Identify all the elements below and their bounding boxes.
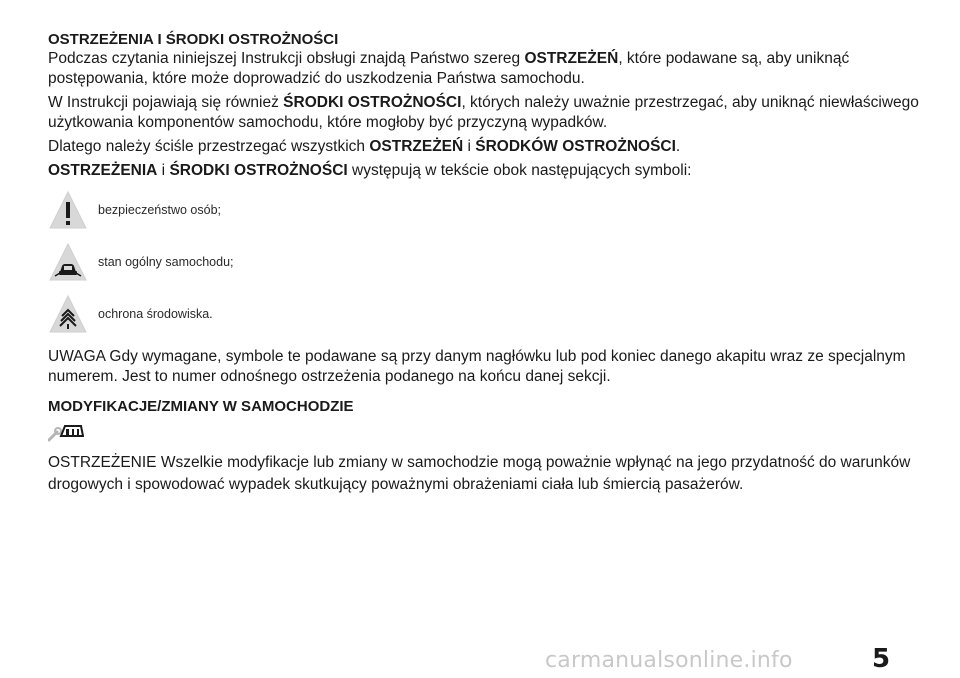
car-icon [48,242,88,282]
symbol-row-vehicle [48,237,928,287]
paragraph-symbols: OSTRZEŻENIA i ŚRODKI OSTROŻNOŚCI występują w tekście obok następujących symboli: [48,162,692,179]
symbol-row-environment [48,289,928,339]
modifications-heading: MODYFIKACJE/ZMIANY W SAMOCHODZIE [48,398,354,415]
paragraph-intro: Podczas czytania niniejszej Instrukcji obsługi znajdą Państwo szereg OSTRZEŻEŃ, które podawane są, aby uniknąć postępowania, które może doprowadzić do uszkodzenia Państwa samochodu. [48,50,850,87]
wrench-car-icon [48,422,928,444]
final-warning-paragraph: OSTRZEŻENIE Wszelkie modyfikacje lub zmiany w samochodzie mogą poważnie wpłynąć na jego przydatność do warunków drogowych i spowodować wypadek skutkujący poważnymi obrażeniami ciała lub śmiercią pasażerów. [48,454,911,493]
symbol-label-safety: bezpieczeństwo osób; [98,203,221,217]
symbol-label-vehicle: stan ogólny samochodu; [98,255,234,269]
page-content [48,30,928,500]
page-number: 5 [872,644,891,674]
symbol-row-safety [48,185,928,235]
section-heading: OSTRZEŻENIA I ŚRODKI OSTROŻNOŚCI [48,31,339,48]
note-paragraph: UWAGA Gdy wymagane, symbole te podawane są przy danym nagłówku lub pod koniec danego akapitu wraz ze specjalnym numerem. Jest to numer odnośnego ostrzeżenia podanego na końcu danej sekcji. [48,348,906,385]
symbol-label-environment: ochrona środowiska. [98,307,213,321]
paragraph-precautions: W Instrukcji pojawiają się również ŚRODKI OSTROŻNOŚCI, których należy uważnie przestrzegać, aby uniknąć niewłaściwego użytkowania komponentów samochodu, które mogłoby być przyczyną wypadków. [48,94,919,131]
watermark: carmanualsonline.info [545,648,793,673]
warning-exclamation-icon [48,190,88,230]
tree-icon [48,294,88,334]
paragraph-observe: Dlatego należy ściśle przestrzegać wszystkich OSTRZEŻEŃ i ŚRODKÓW OSTROŻNOŚCI. [48,138,681,155]
